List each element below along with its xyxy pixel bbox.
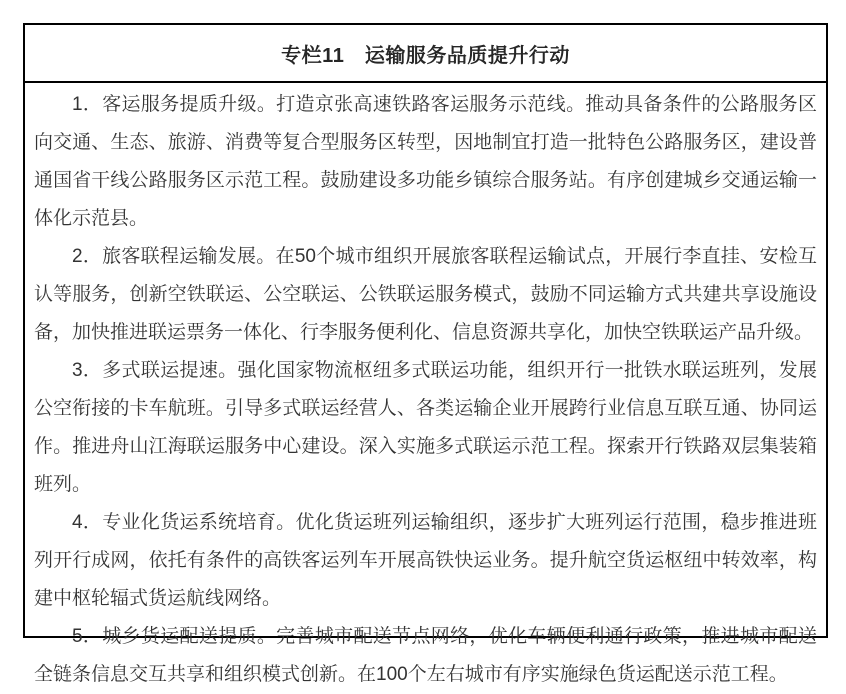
paragraph-passenger-service: 1．客运服务提质升级。打造京张高速铁路客运服务示范线。推动具备条件的公路服务区向交通、生态、旅游、消费等复合型服务区转型，因地制宜打造一批特色公路服务区，建设普通国省干线公路服务区示范工程。鼓励建设多功能乡镇综合服务站。有序创建城乡交通运输一体化示范县。 xyxy=(34,94,817,229)
box-title-row xyxy=(25,25,826,83)
box-title: 专栏11 运输服务品质提升行动 xyxy=(281,44,570,67)
paragraph-multimodal-freight: 3．多式联运提速。强化国家物流枢纽多式联运功能，组织开行一批铁水联运班列，发展公空衔接的卡车航班。引导多式联运经营人、各类运输企业开展跨行业信息互联互通、协同运作。推进舟山江海联运服务中心建设。深入实施多式联运示范工程。探索开行铁路双层集装箱班列。 xyxy=(34,360,817,495)
box-body xyxy=(25,83,826,694)
paragraph-specialized-freight: 4．专业化货运系统培育。优化货运班列运输组织，逐步扩大班列运行范围，稳步推进班列开行成网，依托有条件的高铁客运列车开展高铁快运业务。提升航空货运枢纽中转效率，构建中枢轮辐式货运航线网络。 xyxy=(34,512,817,609)
paragraph-urban-rural-delivery: 5．城乡货运配送提质。完善城市配送节点网络，优化车辆便利通行政策，推进城市配送全链条信息交互共享和组织模式创新。在100个左右城市有序实施绿色货运配送示范工程。 xyxy=(34,626,817,685)
paragraph-intermodal-passenger: 2．旅客联程运输发展。在50个城市组织开展旅客联程运输试点，开展行李直挂、安检互认等服务，创新空铁联运、公空联运、公铁联运服务模式，鼓励不同运输方式共建共享设施设备，加快推进联运票务一体化、行李服务便利化、信息资源共享化，加快空铁联运产品升级。 xyxy=(34,246,817,343)
policy-column-box xyxy=(23,23,828,685)
